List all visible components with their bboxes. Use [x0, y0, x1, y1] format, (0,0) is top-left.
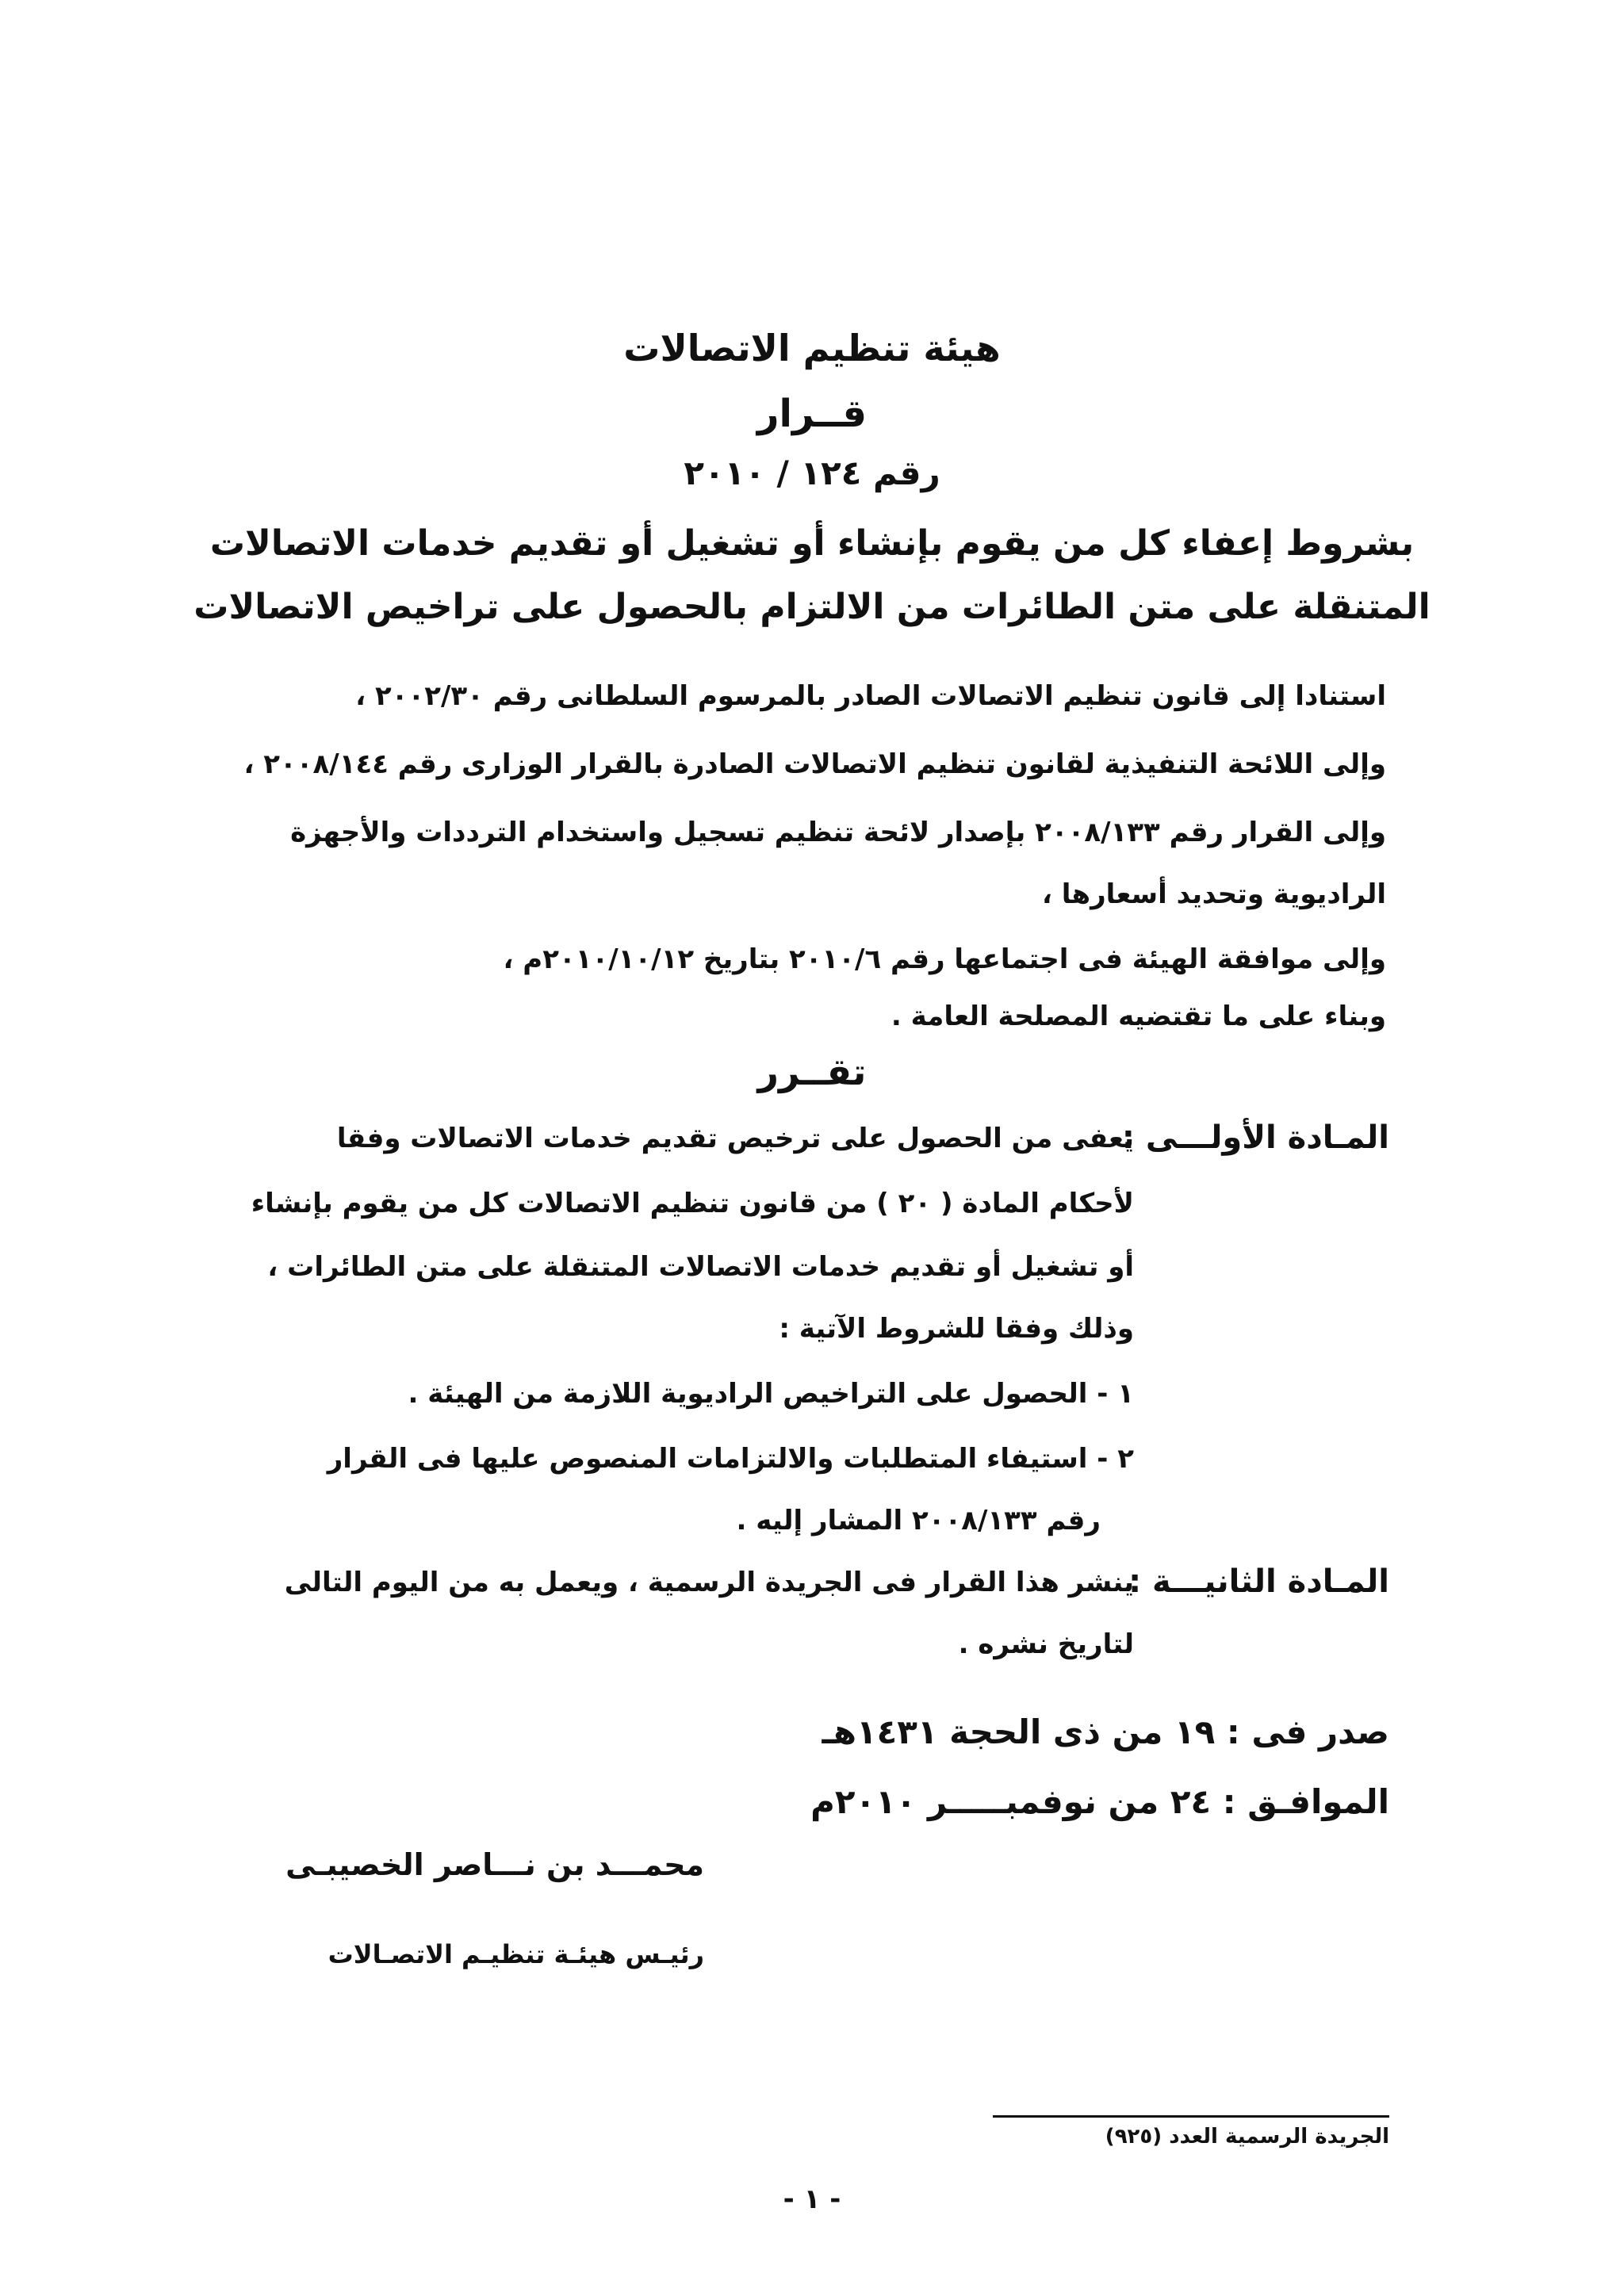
decides-heading: تقــرر	[757, 1050, 867, 1093]
article-1-line: لأحكام المادة ( ٢٠ ) من قانون تنظيم الاتصالات كل من يقوم بإنشاء	[251, 1188, 1134, 1219]
signatory-title: رئيـس هيئـة تنظيـم الاتصـالات	[327, 1939, 704, 1969]
footnote-divider	[993, 2115, 1389, 2118]
article-1-label: المـادة الأولـــى :	[1121, 1119, 1389, 1156]
decision-heading: قــرار	[756, 392, 868, 436]
article-1-line: رقم ٢٠٠٨/١٣٣ المشار إليه .	[736, 1505, 1101, 1536]
article-1-line: وذلك وفقا للشروط الآتية :	[779, 1313, 1134, 1345]
signatory-name: محمـــد بن نـــاصر الخصيبـى	[285, 1847, 704, 1882]
article-2-line: ينشر هذا القرار فى الجريدة الرسمية ، ويعمل به من اليوم التالى	[284, 1567, 1134, 1598]
footnote: الجريدة الرسمية العدد (٩٢٥)	[1105, 2125, 1389, 2149]
article-1-line: أو تشغيل أو تقديم خدمات الاتصالات المتنقلة على متن الطائرات ،	[267, 1251, 1134, 1283]
preamble-line: وإلى القرار رقم ٢٠٠٨/١٣٣ بإصدار لائحة تنظيم تسجيل واستخدام الترددات والأجهزة	[290, 817, 1386, 848]
article-2-line: لتاريخ نشره .	[958, 1628, 1134, 1660]
preamble-line: الراديوية وتحديد أسعارها ،	[1042, 878, 1386, 910]
preamble-line: وإلى اللائحة التنفيذية لقانون تنظيم الاتصالات الصادرة بالقرار الوزارى رقم ٢٠٠٨/١٤٤ ،	[243, 748, 1386, 780]
article-1-line: يعفى من الحصول على ترخيص تقديم خدمات الاتصالات وفقا	[336, 1123, 1134, 1154]
page-number: - ١ -	[783, 2183, 841, 2215]
authority-heading: هيئة تنظيم الاتصالات	[623, 327, 1001, 369]
preamble-line: وبناء على ما تقتضيه المصلحة العامة .	[891, 1001, 1386, 1032]
issue-date-gregorian: الموافـق : ٢٤ من نوفمبـــــر ٢٠١٠م	[810, 1782, 1389, 1821]
article-2-label: المـادة الثانيـــة :	[1128, 1563, 1389, 1600]
subject-line-1: بشروط إعفاء كل من يقوم بإنشاء أو تشغيل أو تقديم خدمات الاتصالات	[209, 523, 1415, 564]
article-1-condition: ١ - الحصول على التراخيص الراديوية اللازمة من الهيئة .	[408, 1378, 1134, 1410]
subject-line-2: المتنقلة على متن الطائرات من الالتزام بالحصول على تراخيص الاتصالات	[193, 587, 1431, 627]
article-1-condition: ٢ - استيفاء المتطلبات والالتزامات المنصوص عليها فى القرار	[327, 1443, 1134, 1475]
preamble-line: استنادا إلى قانون تنظيم الاتصالات الصادر بالمرسوم السلطانى رقم ٢٠٠٢/٣٠ ،	[355, 680, 1386, 712]
preamble-line: وإلى موافقة الهيئة فى اجتماعها رقم ٢٠١٠/٦ بتاريخ ٢٠١٠/١٠/١٢م ،	[503, 943, 1386, 975]
issue-date-hijri: صدر فى : ١٩ من ذى الحجة ١٤٣١هـ	[822, 1712, 1389, 1751]
decision-number: رقم ١٢٤ / ٢٠١٠	[684, 453, 940, 492]
